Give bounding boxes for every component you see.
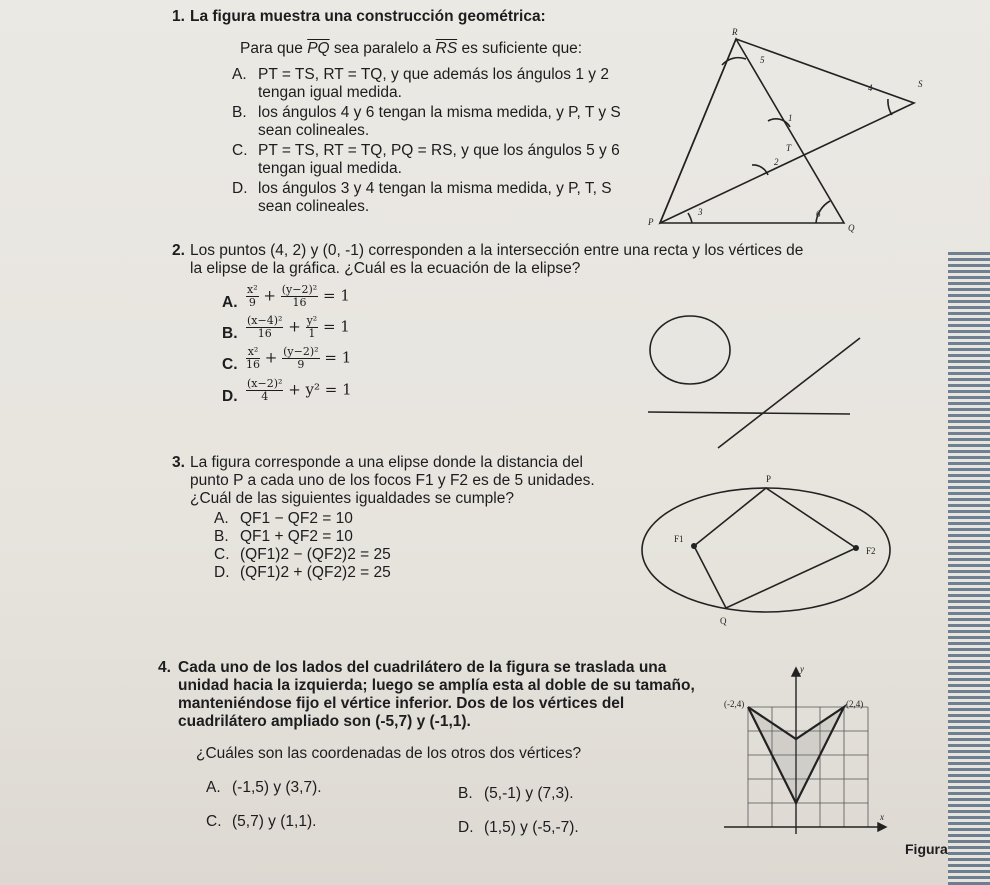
q2-a-op: + bbox=[263, 286, 276, 305]
q4-point-right: (2,4) bbox=[846, 699, 864, 709]
q3-option-a-label: A. bbox=[214, 510, 229, 527]
q1-option-d-line1: los ángulos 3 y 4 tengan la misma medida, y P, T, S bbox=[258, 180, 612, 197]
q2-a-num1: x² bbox=[247, 283, 258, 296]
q2-b-num1: (x−4)² bbox=[247, 314, 283, 327]
q4-number: 4. bbox=[158, 659, 171, 676]
q1-angle-arc-4 bbox=[888, 99, 892, 115]
q1-label-q: Q bbox=[848, 223, 855, 233]
q2-b-op: + bbox=[288, 317, 301, 336]
q1-label-p: P bbox=[648, 217, 654, 227]
q1-label-r: R bbox=[732, 27, 738, 37]
q3-label-f2: F2 bbox=[866, 546, 876, 556]
q1-option-a-label: A. bbox=[232, 66, 247, 83]
q2-c-op: + bbox=[264, 348, 278, 367]
q2-c-num2: (y−2)² bbox=[283, 345, 319, 358]
q3-focus-f1-dot bbox=[691, 543, 697, 549]
q1-angle-2: 2 bbox=[774, 157, 779, 167]
q1-title: La figura muestra una construcción geométrica: bbox=[190, 8, 546, 25]
q1-angle-arc-3 bbox=[688, 213, 692, 223]
q4-option-a-label: A. bbox=[206, 779, 221, 796]
q2-ellipse-graph bbox=[640, 300, 880, 460]
q3-option-b: QF1 + QF2 = 10 bbox=[240, 528, 353, 545]
q2-option-d-label: D. bbox=[222, 388, 238, 405]
q1-segment-rs: $\overline{RS}$ bbox=[435, 40, 458, 57]
q2-b-rhs: = 1 bbox=[322, 317, 350, 336]
q3-label-p: P bbox=[766, 474, 772, 484]
q3-option-c-label: C. bbox=[214, 546, 230, 563]
q2-c-den2: 9 bbox=[297, 358, 305, 371]
q2-d-num1: (x−2)² bbox=[247, 377, 283, 390]
q3-option-c: (QF1)2 − (QF2)2 = 25 bbox=[240, 546, 391, 563]
q2-a-den2: 16 bbox=[292, 296, 307, 309]
q3-option-a: QF1 − QF2 = 10 bbox=[240, 510, 353, 527]
q4-option-b: (5,-1) y (7,3). bbox=[484, 785, 574, 802]
q4-point-left: (-2,4) bbox=[724, 699, 745, 709]
q3-option-b-label: B. bbox=[214, 528, 229, 545]
q3-number: 3. bbox=[172, 454, 185, 471]
q3-ellipse-foci-figure bbox=[640, 470, 900, 640]
q1-option-b-line1: los ángulos 4 y 6 tengan la misma medida, y P, T y S bbox=[258, 104, 621, 121]
q3-line2: punto P a cada uno de los focos F1 y F2 es de 5 unidades. bbox=[190, 472, 595, 489]
q3-option-d: (QF1)2 + (QF2)2 = 25 bbox=[240, 564, 391, 581]
q4-line4: cuadrilátero ampliado son (-5,7) y (-1,1). bbox=[178, 713, 471, 730]
q4-option-c: (5,7) y (1,1). bbox=[232, 813, 317, 830]
q4-label-y: y bbox=[800, 664, 804, 674]
q3-quadrilateral bbox=[694, 488, 856, 608]
q1-option-c-line1: PT = TS, RT = TQ, PQ = RS, y que los ángulos 5 y 6 bbox=[258, 142, 620, 159]
q1-label-t: T bbox=[786, 143, 792, 153]
q4-option-a: (-1,5) y (3,7). bbox=[232, 779, 322, 796]
q1-triangle-lower bbox=[660, 39, 844, 223]
q4-option-b-label: B. bbox=[458, 785, 473, 802]
q1-stem-post: es suficiente que: bbox=[457, 40, 583, 57]
q4-line5: ¿Cuáles son las coordenadas de los otros dos vértices? bbox=[196, 745, 582, 762]
q1-number: 1. bbox=[172, 8, 185, 25]
q3-option-d-label: D. bbox=[214, 564, 230, 581]
q2-line1: Los puntos (4, 2) y (0, -1) corresponden a la intersección entre una recta y los vértices de bbox=[190, 242, 804, 259]
q2-x-axis bbox=[648, 412, 850, 414]
q2-option-a-equation bbox=[246, 284, 350, 309]
q1-option-b-line2: sean colineales. bbox=[258, 122, 370, 139]
q2-intersecting-line bbox=[718, 338, 860, 448]
q4-coordinate-grid bbox=[720, 662, 970, 862]
q4-line3: manteniéndose fijo el vértice inferior. Dos de los vértices del bbox=[178, 695, 625, 712]
q1-option-c-line2: tengan igual medida. bbox=[258, 160, 402, 177]
q1-stem bbox=[240, 40, 582, 58]
q2-option-b-equation bbox=[246, 315, 350, 340]
q2-a-num2: (y−2)² bbox=[281, 283, 318, 296]
q3-focus-f2-dot bbox=[853, 545, 859, 551]
q2-option-c-equation bbox=[246, 346, 351, 371]
q2-c-den1: 16 bbox=[246, 358, 260, 371]
q1-stem-pre: Para que bbox=[240, 40, 308, 57]
q2-b-den1: 16 bbox=[257, 327, 272, 340]
q1-segment-pq: $\overline{PQ}$ bbox=[307, 40, 330, 57]
q4-x-arrow bbox=[878, 823, 886, 831]
q1-option-a-line2: tengan igual medida. bbox=[258, 84, 402, 101]
q1-angle-4: 4 bbox=[868, 83, 873, 93]
q2-option-d-equation bbox=[246, 378, 352, 403]
q1-angle-5: 5 bbox=[760, 55, 765, 65]
q3-line3: ¿Cuál de las siguientes igualdades se cumple? bbox=[190, 490, 514, 507]
q1-option-d-line2: sean colineales. bbox=[258, 198, 370, 215]
q2-number: 2. bbox=[172, 242, 185, 259]
q4-label-x: x bbox=[880, 812, 884, 822]
q4-line1: Cada uno de los lados del cuadrilátero de la figura se traslada una bbox=[178, 659, 667, 676]
q4-figure-caption: Figura bbox=[905, 841, 948, 857]
q2-ellipse bbox=[650, 316, 730, 384]
q4-option-d-label: D. bbox=[458, 819, 474, 836]
q2-d-den1: 4 bbox=[261, 390, 269, 403]
q1-option-a-line1: PT = TS, RT = TQ, y que además los ángulos 1 y 2 bbox=[258, 66, 609, 83]
q2-option-a-label: A. bbox=[222, 294, 238, 311]
q2-c-num1: x² bbox=[247, 345, 259, 358]
q3-line1: La figura corresponde a una elipse donde la distancia del bbox=[190, 454, 583, 471]
q1-angle-3: 3 bbox=[698, 207, 703, 217]
q1-stem-mid: sea paralelo a bbox=[329, 40, 436, 57]
q2-option-b-label: B. bbox=[222, 325, 238, 342]
q1-angle-1: 1 bbox=[788, 113, 793, 123]
q2-b-num2: y² bbox=[306, 314, 318, 327]
q3-label-f1: F1 bbox=[674, 534, 684, 544]
q1-label-s: S bbox=[918, 79, 923, 89]
q2-a-rhs: = 1 bbox=[322, 286, 350, 305]
q2-a-den1: 9 bbox=[248, 296, 256, 309]
q4-y-arrow bbox=[792, 668, 800, 676]
q3-label-q: Q bbox=[720, 616, 727, 626]
q4-option-d: (1,5) y (-5,-7). bbox=[484, 819, 579, 836]
q1-option-b-label: B. bbox=[232, 104, 247, 121]
q2-b-den2: 1 bbox=[308, 327, 316, 340]
q1-angle-6: 6 bbox=[816, 209, 821, 219]
q4-option-c-label: C. bbox=[206, 813, 222, 830]
q2-c-rhs: = 1 bbox=[324, 348, 352, 367]
q1-option-d-label: D. bbox=[232, 180, 248, 197]
q2-line2: la elipse de la gráfica. ¿Cuál es la ecuación de la elipse? bbox=[190, 260, 581, 277]
q4-line2: unidad hacia la izquierda; luego se amplía esta al doble de su tamaño, bbox=[178, 677, 695, 694]
q1-option-c-label: C. bbox=[232, 142, 248, 159]
q1-triangles-figure bbox=[640, 25, 940, 240]
q2-option-c-label: C. bbox=[222, 356, 238, 373]
q2-d-rest: + y² = 1 bbox=[288, 380, 352, 399]
